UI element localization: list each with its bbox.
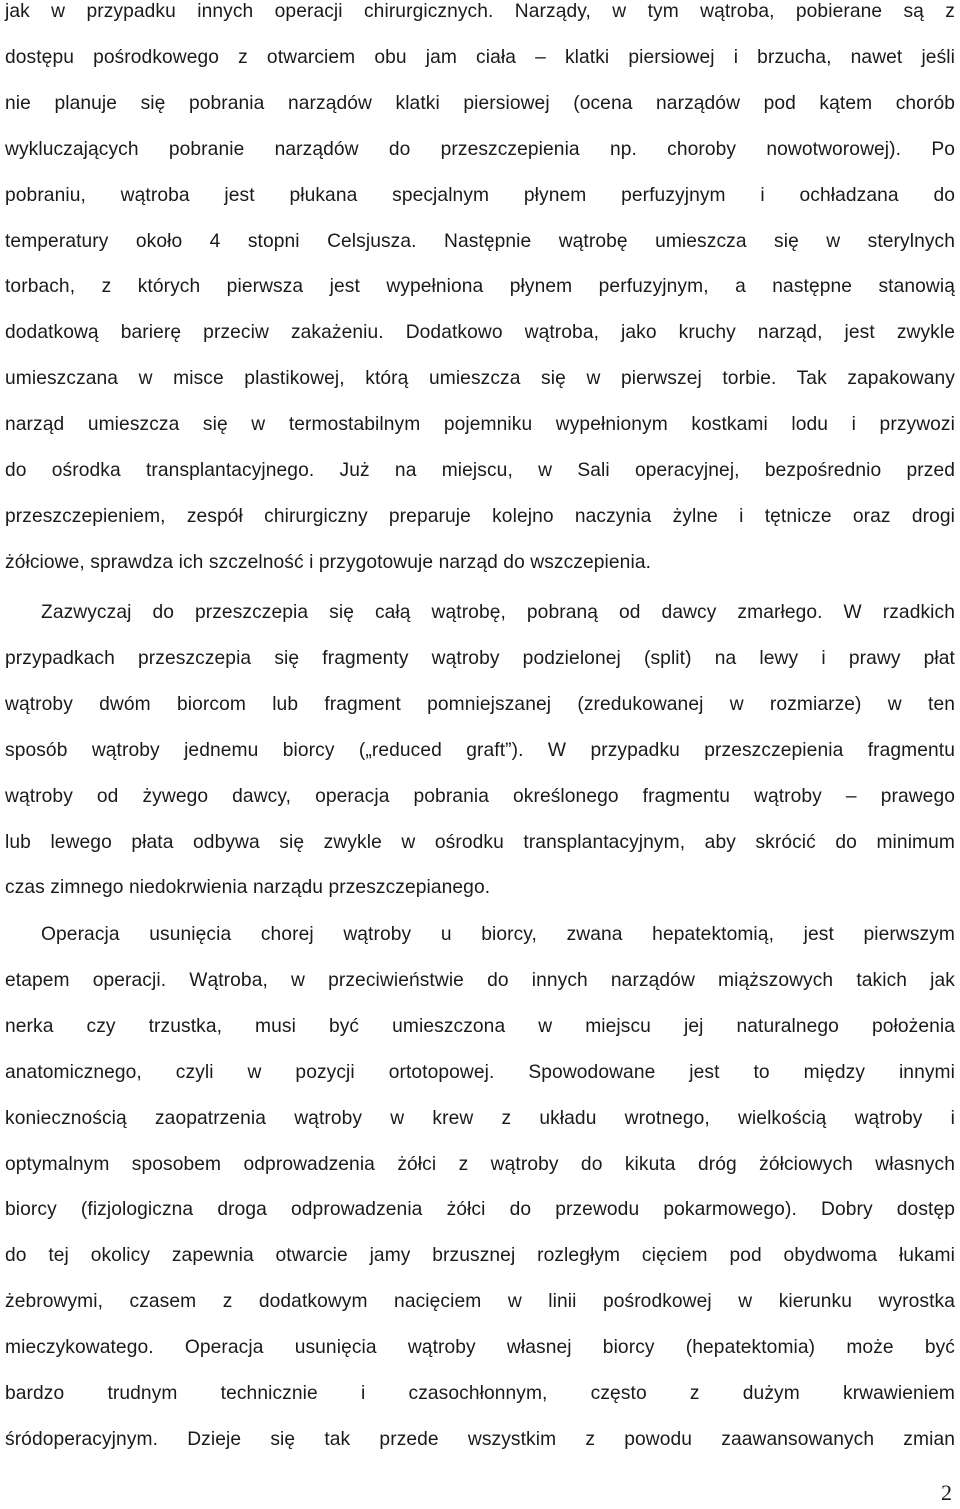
text-line: optymalnym sposobem odprowadzenia żółci z wątroby do kikuta dróg żółciowych własnych	[5, 1153, 955, 1175]
text-line: dodatkową barierę przeciw zakażeniu. Dodatkowo wątroba, jako kruchy narząd, jest zwykle	[5, 322, 955, 344]
text-line: biorcy (fizjologiczna droga odprowadzenia żółci do przewodu pokarmowego). Dobry dostęp	[5, 1199, 955, 1221]
paragraph-organ-harvest	[5, 0, 955, 586]
text-line: przeszczepieniem, zespół chirurgiczny preparuje kolejno naczynia żylne i tętnicze oraz drogi	[5, 505, 955, 527]
text-line: dostępu pośrodkowego z otwarciem obu jam ciała – klatki piersiowej i brzucha, nawet jeśli	[5, 46, 955, 68]
paragraph-graft-types	[5, 590, 955, 911]
text-line: do ośrodka transplantacyjnego. Już na miejscu, w Sali operacyjnej, bezpośrednio przed	[5, 460, 955, 482]
text-line: nie planuje się pobrania narządów klatki piersiowej (ocena narządów pod kątem chorób	[5, 92, 955, 114]
text-line: do tej okolicy zapewnia otwarcie jamy brzusznej rozległym cięciem pod obydwoma łukami	[5, 1245, 955, 1267]
text-line: sposób wątroby jednemu biorcy („reduced graft”). W przypadku przeszczepienia fragmentu	[5, 739, 955, 761]
text-line: pobraniu, wątroba jest płukana specjalnym płynem perfuzyjnym i ochładzana do	[5, 184, 955, 206]
text-line: żebrowymi, czasem z dodatkowym nacięciem w linii pośrodkowej w kierunku wyrostka	[5, 1291, 955, 1313]
text-line: narząd umieszcza się w termostabilnym pojemniku wypełnionym kostkami lodu i przywozi	[5, 414, 955, 436]
text-line: bardzo trudnym technicznie i czasochłonnym, często z dużym krwawieniem	[5, 1383, 955, 1405]
text-line: Operacja usunięcia chorej wątroby u biorcy, zwana hepatektomią, jest pierwszym	[41, 924, 955, 945]
text-line: wykluczających pobranie narządów do przeszczepienia np. choroby nowotworowej). Po	[5, 138, 955, 160]
text-line: torbach, z których pierwsza jest wypełniona płynem perfuzyjnym, a następne stanowią	[5, 276, 955, 298]
text-line: koniecznością zaopatrzenia wątroby w krew z układu wrotnego, wielkością wątroby i	[5, 1107, 955, 1129]
text-line: czas zimnego niedokrwienia narządu przeszczepianego.	[5, 877, 491, 899]
text-line: nerka czy trzustka, musi być umieszczona w miejscu jej naturalnego położenia	[5, 1015, 955, 1037]
text-line: umieszczana w misce plastikowej, którą umieszcza się w pierwszej torbie. Tak zapakowany	[5, 368, 955, 390]
text-line: jak w przypadku innych operacji chirurgicznych. Narządy, w tym wątroba, pobierane są z	[5, 1, 955, 22]
text-line: wątroby dwóm biorcom lub fragment pomniejszanej (zredukowanej w rozmiarze) w ten	[5, 693, 955, 715]
text-line: anatomicznego, czyli w pozycji ortotopowej. Spowodowane jest to między innymi	[5, 1061, 955, 1083]
text-line: żółciowe, sprawdza ich szczelność i przygotowuje narząd do wszczepienia.	[5, 551, 652, 573]
paragraph-hepatectomy	[5, 912, 955, 1463]
text-line: etapem operacji. Wątroba, w przeciwieństwie do innych narządów miąższowych takich jak	[5, 969, 955, 991]
text-line: śródoperacyjnym. Dzieje się tak przede wszystkim z powodu zaawansowanych zmian	[5, 1428, 955, 1450]
text-line: mieczykowatego. Operacja usunięcia wątroby własnej biorcy (hepatektomia) może być	[5, 1337, 955, 1359]
text-line: Zazwyczaj do przeszczepia się całą wątrobę, pobraną od dawcy zmarłego. W rzadkich	[41, 602, 955, 623]
text-line: lub lewego płata odbywa się zwykle w ośrodku transplantacyjnym, aby skrócić do minimum	[5, 831, 955, 853]
text-line: przypadkach przeszczepia się fragmenty wątroby podzielonej (split) na lewy i prawy płat	[5, 647, 955, 669]
text-line: wątroby od żywego dawcy, operacja pobrania określonego fragmentu wątroby – prawego	[5, 785, 955, 807]
page-number: 2	[941, 1480, 952, 1505]
text-line: temperatury około 4 stopni Celsjusza. Następnie wątrobę umieszcza się w sterylnych	[5, 230, 955, 252]
